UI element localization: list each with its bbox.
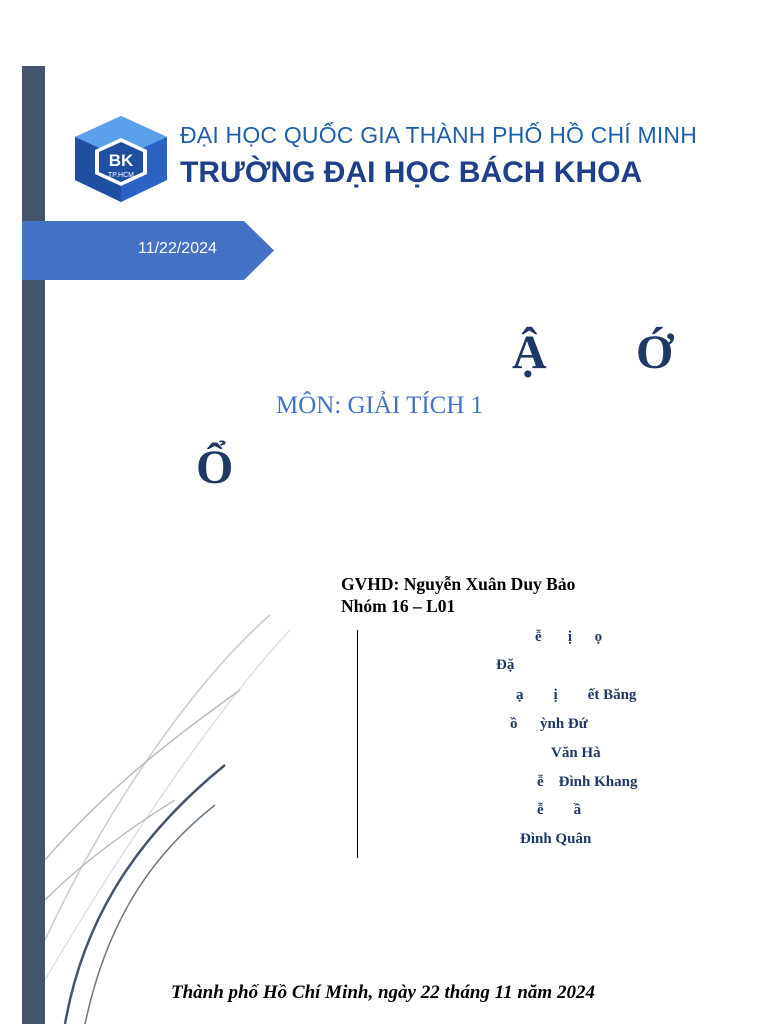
member-4: ồ ỳnh Đứ <box>510 716 588 732</box>
title-fragment-3: Ổ <box>196 441 234 494</box>
member-5: Văn Hà <box>551 745 601 761</box>
member-1: ễ ị ọ <box>535 629 603 645</box>
document-date: 11/22/2024 <box>138 240 217 257</box>
member-3: ạ ị ết Băng <box>516 687 637 703</box>
member-6: ễ Đình Khang <box>537 774 638 790</box>
group-label: Nhóm 16 – L01 <box>341 596 456 616</box>
side-bar <box>22 66 45 1024</box>
svg-text:BK: BK <box>108 151 134 170</box>
footer-location-date: Thành phố Hồ Chí Minh, ngày 22 tháng 11 năm 2024 <box>171 982 595 1003</box>
university-name: ĐẠI HỌC QUỐC GIA THÀNH PHỐ HỒ CHÍ MINH <box>180 122 698 148</box>
subject-title: MÔN: GIẢI TÍCH 1 <box>276 392 484 419</box>
svg-text:TP.HCM: TP.HCM <box>108 172 134 179</box>
title-fragment-1: Ậ <box>512 326 547 379</box>
member-2: Đặ <box>496 657 515 673</box>
instructor-label: GVHD: Nguyễn Xuân Duy Bảo <box>341 574 576 594</box>
member-8: Đình Quân <box>520 831 592 847</box>
member-7: ễ ầ <box>537 802 582 818</box>
school-name: TRƯỜNG ĐẠI HỌC BÁCH KHOA <box>180 156 643 189</box>
bk-logo-icon <box>75 116 167 202</box>
decorative-curves <box>45 560 305 1024</box>
title-fragment-2: Ớ <box>636 326 674 379</box>
vertical-divider <box>357 630 358 858</box>
